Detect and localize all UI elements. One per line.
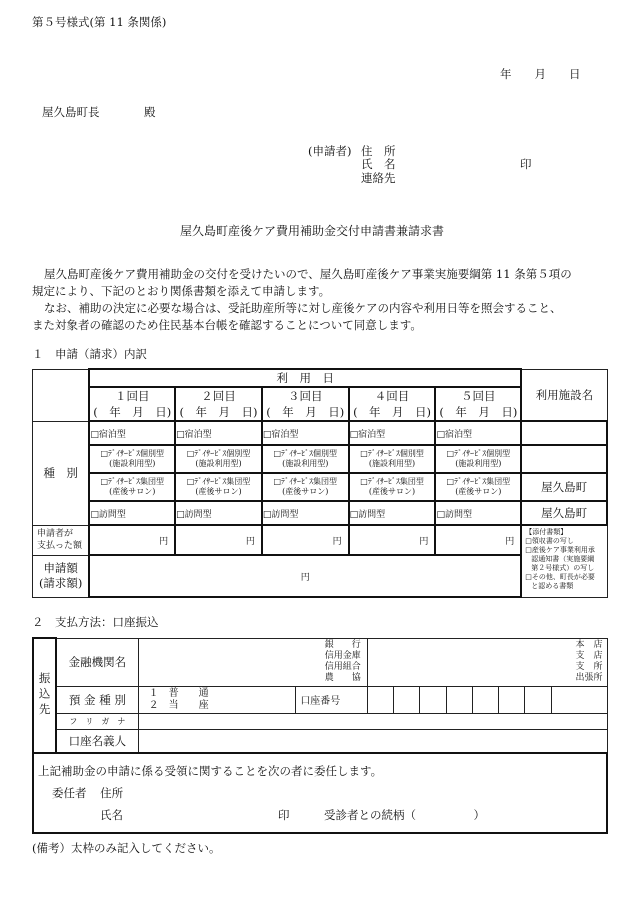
- delegate-row: [38, 782, 602, 804]
- bank-type: 銀 行: [324, 640, 361, 650]
- furigana-label: フ リ ガ ナ: [56, 713, 138, 729]
- option-text: □訪問型: [262, 510, 299, 520]
- branch-name-field[interactable]: [367, 638, 607, 686]
- visit-label: ３回目: [288, 389, 323, 403]
- type-option-overnight[interactable]: [175, 421, 262, 445]
- option-sub: (産後サロン): [368, 487, 416, 496]
- account-digit[interactable]: [367, 686, 393, 713]
- paid-amount-4[interactable]: 円: [349, 525, 436, 555]
- body-text: [32, 266, 607, 334]
- date-line: 年 月 日: [500, 67, 581, 81]
- account-type-option[interactable]: ２ 当 座: [148, 699, 209, 711]
- body-line: 規定により、下記のとおり関係書類を添えて申請します。: [32, 284, 331, 298]
- claim-label-line: (請求額): [38, 576, 83, 590]
- remarks: (備考）太枠のみ記入してください。: [32, 841, 221, 855]
- corner-cell: [33, 369, 90, 421]
- type-option-visit[interactable]: [349, 501, 436, 525]
- option-text: □宿泊型: [176, 430, 212, 440]
- type-option-visit[interactable]: [435, 501, 521, 525]
- facility-header: 利用施設名: [521, 369, 607, 421]
- visit-label: ２回目: [201, 389, 236, 403]
- paid-amount-1[interactable]: 円: [89, 525, 175, 555]
- option-text: □訪問型: [349, 510, 386, 520]
- account-digit[interactable]: [394, 686, 420, 713]
- account-digit-end[interactable]: [551, 686, 607, 713]
- claim-amount[interactable]: 円: [89, 555, 521, 597]
- account-digit[interactable]: [472, 686, 498, 713]
- honorific: 殿: [144, 105, 156, 119]
- account-digit[interactable]: [420, 686, 446, 713]
- transfer-side-label: 振込先: [33, 638, 56, 753]
- type-option-overnight[interactable]: [349, 421, 436, 445]
- visit-3-header[interactable]: [262, 387, 349, 421]
- attachments-cell: [521, 525, 607, 597]
- account-holder-field[interactable]: [138, 729, 607, 753]
- branch-type: 本 店: [575, 640, 603, 650]
- type-option-day-group[interactable]: [349, 473, 436, 501]
- address-label: 住 所: [361, 144, 396, 158]
- delegation-box: [33, 753, 607, 833]
- visit-5-header[interactable]: [435, 387, 521, 421]
- option-sub: (産後サロン): [195, 487, 242, 496]
- addressee: 屋久島町長: [42, 105, 100, 119]
- body-line: なお、補助の決定に必要な場合は、受託助産所等に対し産後ケアの内容や利用日等を照会すること、: [44, 301, 562, 315]
- option-text: □宿泊型: [90, 430, 126, 440]
- type-option-visit[interactable]: [262, 501, 349, 525]
- account-digit[interactable]: [525, 686, 551, 713]
- attachment-line: □産後ケア事業利用承: [525, 546, 595, 554]
- branch-type: 出張所: [575, 673, 603, 683]
- option-sub: (産後サロン): [455, 487, 502, 496]
- attachment-line: □その他、町長が必要: [525, 573, 595, 581]
- bank-name-label: 金融機関名: [56, 638, 138, 686]
- option-sub: (施設利用型): [368, 459, 416, 468]
- option-text: □訪問型: [90, 510, 126, 520]
- date-format: ( 年 月 日): [93, 405, 172, 419]
- account-holder-label: 口座名義人: [56, 729, 138, 753]
- paid-label: [33, 525, 90, 555]
- paid-label-line: 申請者が: [37, 529, 74, 539]
- option-text: □ﾃﾞｲｻｰﾋﾞｽ個別型: [446, 449, 511, 458]
- option-sub: (産後サロン): [109, 487, 156, 496]
- applicant-label: (申請者): [308, 144, 352, 158]
- option-sub: (産後サロン): [282, 487, 329, 496]
- seal-mark: 印: [520, 157, 532, 171]
- option-text: □ﾃﾞｲｻｰﾋﾞｽ集団型: [446, 477, 511, 486]
- option-text: □訪問型: [436, 510, 472, 520]
- form-number: 第５号様式(第 11 条関係): [32, 15, 167, 29]
- option-sub: (施設利用型): [282, 459, 329, 468]
- option-sub: (施設利用型): [109, 459, 156, 468]
- date-format: ( 年 月 日): [179, 405, 258, 419]
- name-label: 氏 名: [361, 157, 396, 171]
- furigana-field[interactable]: [138, 713, 607, 729]
- option-text: □宿泊型: [349, 430, 386, 440]
- attachment-line: 【添付書類】: [525, 528, 568, 536]
- facility-cell[interactable]: [521, 445, 607, 473]
- delegation-statement: 上記補助金の申請に係る受領に関することを次の者に委任します。: [38, 764, 383, 778]
- option-text: □ﾃﾞｲｻｰﾋﾞｽ集団型: [100, 477, 165, 486]
- contact-label: 連絡先: [361, 171, 396, 185]
- bank-type: 信用組合: [324, 662, 361, 672]
- option-text: □訪問型: [176, 510, 212, 520]
- attachment-line: □領収書の写し: [525, 537, 574, 545]
- attachment-line: 認通知書（実施要綱: [531, 555, 595, 563]
- usage-date-header: 利 用 日: [89, 369, 521, 387]
- claim-label-line: 申請額: [43, 561, 78, 575]
- bank-type: 農 協: [324, 673, 361, 683]
- option-sub: (施設利用型): [195, 459, 242, 468]
- body-line: 屋久島町産後ケア費用補助金の交付を受けたいので、屋久島町産後ケア事業実施要綱第 11 条第５項の: [44, 267, 572, 281]
- delegate-address-label: 住所: [100, 786, 124, 800]
- account-type-option[interactable]: １ 普 通: [148, 687, 209, 699]
- facility-cell[interactable]: [521, 421, 607, 445]
- visit-1-header[interactable]: [89, 387, 175, 421]
- type-option-day-group[interactable]: [89, 473, 175, 501]
- attachment-line: 第２号様式）の写し: [531, 564, 595, 572]
- delegate-label: 委任者: [52, 786, 87, 800]
- section1-title: １ 申請（請求）内訳: [32, 347, 147, 361]
- type-option-overnight[interactable]: [89, 421, 175, 445]
- usage-table: [32, 368, 608, 598]
- type-label: 種 別: [33, 421, 90, 525]
- option-text: □ﾃﾞｲｻｰﾋﾞｽ個別型: [273, 449, 338, 458]
- branch-type: 支 所: [575, 662, 603, 672]
- visit-label: ５回目: [461, 389, 496, 403]
- type-option-overnight[interactable]: [435, 421, 521, 445]
- facility-cell[interactable]: 屋久島町: [521, 473, 607, 501]
- branch-type: 支 店: [575, 651, 603, 661]
- account-type-field[interactable]: [138, 686, 296, 713]
- visit-2-header[interactable]: [175, 387, 262, 421]
- visit-label: ４回目: [374, 389, 410, 403]
- date-format: ( 年 月 日): [439, 405, 518, 419]
- type-option-day-individual[interactable]: [89, 445, 175, 473]
- date-format: ( 年 月 日): [353, 405, 432, 419]
- type-option-day-individual[interactable]: [435, 445, 521, 473]
- date-format: ( 年 月 日): [266, 405, 345, 419]
- type-option-day-individual[interactable]: [349, 445, 436, 473]
- option-text: □ﾃﾞｲｻｰﾋﾞｽ個別型: [360, 449, 424, 458]
- bank-type: 信用金庫: [324, 651, 361, 661]
- option-text: □ﾃﾞｲｻｰﾋﾞｽ個別型: [186, 449, 251, 458]
- option-text: □ﾃﾞｲｻｰﾋﾞｽ集団型: [186, 477, 251, 486]
- type-option-day-group[interactable]: [262, 473, 349, 501]
- paid-amount-3[interactable]: 円: [262, 525, 349, 555]
- option-text: □ﾃﾞｲｻｰﾋﾞｽ集団型: [360, 477, 424, 486]
- delegate-name-label: 氏名: [100, 808, 123, 822]
- bank-name-field[interactable]: [138, 638, 367, 686]
- visit-4-header[interactable]: [349, 387, 436, 421]
- paid-amount-2[interactable]: 円: [175, 525, 262, 555]
- type-option-visit[interactable]: [89, 501, 175, 525]
- type-option-day-group[interactable]: [175, 473, 262, 501]
- account-type-label: 預 金 種 別: [56, 686, 138, 713]
- section2-title: ２ 支払方法：口座振込: [32, 615, 159, 629]
- facility-cell[interactable]: 屋久島町: [521, 501, 607, 525]
- option-sub: (施設利用型): [455, 459, 502, 468]
- attachment-line: と認める書類: [531, 582, 574, 590]
- claim-label: [33, 555, 90, 597]
- type-option-overnight[interactable]: [262, 421, 349, 445]
- type-option-visit[interactable]: [175, 501, 262, 525]
- option-text: □宿泊型: [436, 430, 472, 440]
- option-text: □宿泊型: [262, 430, 299, 440]
- account-digit[interactable]: [499, 686, 525, 713]
- type-option-day-group[interactable]: [435, 473, 521, 501]
- option-text: □ﾃﾞｲｻｰﾋﾞｽ集団型: [273, 477, 338, 486]
- type-option-day-individual[interactable]: [262, 445, 349, 473]
- document-title: 屋久島町産後ケア費用補助金交付申請書兼請求書: [180, 224, 445, 238]
- bank-table: [32, 637, 608, 834]
- body-line: また対象者の確認のため住民基本台帳を確認することについて同意します。: [32, 318, 422, 332]
- paid-label-line: 支払った額: [37, 541, 83, 551]
- delegate-seal: 印: [278, 808, 290, 822]
- account-digit[interactable]: [446, 686, 472, 713]
- type-option-day-individual[interactable]: [175, 445, 262, 473]
- delegate-name-row: [38, 804, 602, 826]
- visit-label: １回目: [115, 389, 150, 403]
- account-number-label: 口座番号: [296, 686, 367, 713]
- relation-field[interactable]: 受診者との続柄（ ）: [324, 808, 485, 822]
- paid-amount-5[interactable]: 円: [435, 525, 521, 555]
- option-text: □ﾃﾞｲｻｰﾋﾞｽ個別型: [100, 449, 165, 458]
